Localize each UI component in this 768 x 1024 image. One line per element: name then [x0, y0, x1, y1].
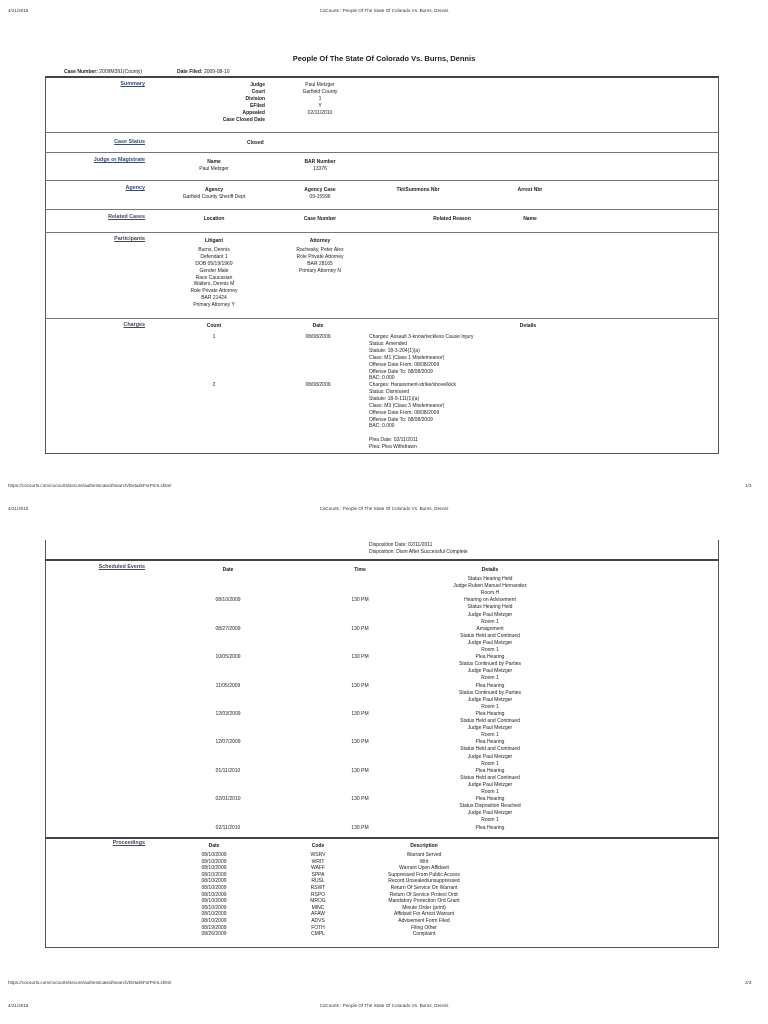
- proceeding-description: Return Of Service Protect Ordr: [389, 891, 459, 898]
- scheduled-event-detail: Room 1: [481, 703, 499, 710]
- proceeding-description: Minute Order (print): [402, 904, 446, 911]
- scheduled-event-detail: Plea Hearing: [475, 796, 505, 803]
- scheduled-event-detail: Plea Hearing: [475, 767, 505, 774]
- scheduled-event-detail: Hearing on Advisement: [464, 597, 516, 604]
- scheduled-event-detail: Room 1: [481, 732, 499, 739]
- section-participants: Participants: [114, 236, 145, 242]
- date-filed: Date Filed: 2009-08-10: [177, 69, 230, 75]
- charge-2-count: 2: [212, 382, 216, 388]
- scheduled-event-detail: Room 1: [481, 675, 499, 682]
- related-case-header: Case Number: [303, 216, 337, 222]
- proceeding-date: 08/10/2009: [201, 885, 227, 891]
- charge-1-details: Charges: Assault 3-know/reckless Cause Injury Status: Amended Statute: 18-3-204(1)(a) Class: M1 (Class 1 Misdemeanor) Offense Date From: 08/08/2009 Offense Date To: 08/08/2009 BAC: 0.000: [369, 334, 474, 382]
- proceeding-code: AFAW: [311, 911, 325, 918]
- judge-name-col: Name Paul Metzger: [199, 159, 229, 172]
- proceeding-description: Warrant Served: [406, 852, 442, 858]
- scheduled-event-time: 130 PM: [351, 682, 369, 689]
- scheduled-event-detail: Plea Hearing: [475, 710, 505, 717]
- scheduled-date-header: Date: [222, 567, 234, 573]
- attorney-col: Attorney Rachesky, Peter Alex Role Private Attorney BAR 28165 Primary Attorney N: [296, 238, 344, 274]
- scheduled-event-detail: Plea Hearing: [475, 739, 505, 746]
- scheduled-event-time: 130 PM: [351, 625, 369, 632]
- proceeding-description: Advisement Form Filed: [398, 918, 450, 924]
- scheduled-event-detail: Judge Paul Metzger: [467, 611, 513, 618]
- case-status-value: Closed: [247, 140, 264, 146]
- section-proceedings: Proceedings: [112, 840, 145, 846]
- proceeding-code: SPPA: [311, 871, 325, 878]
- scheduled-event-detail: Room 1: [481, 760, 499, 767]
- proceeding-code: RUSL: [311, 878, 325, 885]
- scheduled-event-detail: Room 1: [481, 618, 499, 625]
- proceeding-date: 08/10/2009: [201, 891, 227, 898]
- scheduled-event-detail: Room 1: [481, 817, 499, 824]
- proceeding-code: RSWT: [310, 885, 326, 891]
- proceeding-description: Complaint: [412, 931, 436, 938]
- scheduled-event-detail: Status Held and Continued: [460, 774, 520, 781]
- proceeding-date: 08/10/2009: [201, 898, 227, 905]
- proceeding-date: 08/10/2009: [201, 871, 227, 878]
- page3-header-title: CoCourts : People Of The State Of Colorado Vs. Burns, Dennis: [319, 1003, 449, 1008]
- proceeding-code: WSRV: [310, 852, 326, 858]
- scheduled-event-detail: Status Held and Continued: [460, 718, 520, 724]
- page2-footer-url: https://cocourts.com/cocourts/secure/authenticated/Search/DetailsForPrint.xhtml: [8, 980, 172, 985]
- scheduled-event-detail: Judge Paul Metzger: [467, 696, 513, 703]
- scheduled-event-detail: Room 1: [481, 789, 499, 795]
- summary-labels: Judge Court Division EFiled Appealed Case Closed Date: [222, 82, 265, 123]
- scheduled-event-date: 12/03/2009: [215, 710, 241, 717]
- proceedings-code-header: Code: [311, 843, 325, 849]
- proceeding-code: CMPL: [311, 931, 325, 938]
- page1-footer-url: https://cocourts.com/cocourts/secure/authenticated/Search/DetailsForPrint.xhtml: [8, 483, 172, 488]
- scheduled-event-time: 130 PM: [351, 796, 369, 803]
- page2-footer-number: 2/3: [745, 980, 752, 985]
- charges-details-header: Details: [519, 323, 537, 329]
- proceeding-date: 08/10/2009: [201, 878, 227, 885]
- proceeding-date: 08/10/2009: [201, 911, 227, 918]
- page1-footer-number: 1/3: [745, 483, 752, 488]
- scheduled-event-detail: Judge Paul Metzger: [467, 639, 513, 646]
- proceeding-description: Writ: [419, 858, 429, 865]
- scheduled-event-time: 130 PM: [351, 654, 369, 661]
- charge-2-date: 08/08/2009: [305, 382, 331, 388]
- litigant-col: Litigant Burns, Dennis Defendant 1 DOB 05/19/1969 Gender Male Race Caucasian Walters, Dennis M Role Private Attorney BAR 21424 Primary Attorney Y: [190, 238, 238, 309]
- section-related-cases: Related Cases: [108, 214, 145, 220]
- charge-1-count: 1: [212, 334, 216, 340]
- charge-2-details: Charges: Harassment-strike/shove/kick Status: Dismissed Statute: 18-9-111(1)(a) Class: M3 (Class 3 Misdemeanor) Offense Date From: 08/08/2009 Offense Date To: 08/08/2009 BAC: 0.000 Plea Date: 02/11/2011 Plea: Plea Withdrawn: [369, 382, 456, 451]
- scheduled-event-detail: Status Held and Continued: [460, 746, 520, 753]
- proceeding-description: Affidavit For Arrest Warrant: [393, 911, 455, 918]
- proceeding-date: 08/10/2009: [201, 918, 227, 924]
- scheduled-event-detail: Judge Paul Metzger: [467, 781, 513, 788]
- proceeding-date: 08/19/2009: [201, 924, 227, 931]
- page3-header-date: 4/21/2015: [8, 1003, 29, 1008]
- proceeding-code: FOTH: [311, 924, 325, 931]
- page1-header-title: CoCourts : People Of The State Of Colorado Vs. Burns, Dennis: [319, 8, 449, 13]
- scheduled-event-time: 130 PM: [351, 597, 369, 604]
- scheduled-event-time: 130 PM: [351, 824, 369, 831]
- proceeding-description: Return Of Service On Warrant: [390, 885, 458, 891]
- proceeding-code: MINC: [311, 904, 325, 911]
- scheduled-event-detail: Plea Hearing: [475, 824, 505, 831]
- page2-header-title: CoCourts : People Of The State Of Colorado Vs. Burns, Dennis: [319, 506, 449, 511]
- page2-header-date: 4/21/2015: [8, 506, 29, 511]
- proceeding-code: ADVS: [311, 918, 325, 924]
- scheduled-event-detail: Plea Hearing: [475, 682, 505, 689]
- page1-header-date: 4/21/2015: [8, 8, 29, 13]
- scheduled-event-detail: Status Continued by Parties: [459, 661, 521, 668]
- scheduled-event-date: 08/10/2009: [215, 597, 241, 604]
- proceeding-description: Mandatory Protection Ord Grant: [388, 898, 460, 905]
- document-title: People Of The State Of Colorado Vs. Burns, Dennis: [292, 54, 476, 63]
- summary-values: Paul Metzger Garfield County 1 Y 02/11/2010: [302, 82, 338, 116]
- proceeding-code: WRIT: [311, 858, 325, 865]
- scheduled-event-date: 08/27/2009: [215, 625, 241, 632]
- agency-col: Agency Garfield County Sheriff Dept: [182, 187, 246, 200]
- scheduled-event-date: 10/05/2009: [215, 654, 241, 661]
- scheduled-event-detail: Status Disposition Reached: [459, 803, 521, 810]
- scheduled-event-detail: Judge Paul Metzger: [467, 753, 513, 760]
- judge-bar-col: BAR Number 13376: [304, 159, 336, 172]
- proceeding-description: Record Unsealed/unsuppressed: [388, 878, 460, 885]
- scheduled-event-detail: Status Hearing Held: [467, 604, 513, 611]
- related-name-header: Name: [523, 216, 537, 222]
- section-case-status: Case Status: [114, 139, 145, 145]
- section-agency: Agency: [125, 185, 145, 191]
- proceeding-date: 08/10/2009: [201, 858, 227, 865]
- proceeding-code: MROG: [310, 898, 326, 905]
- proceeding-date: 08/10/2009: [201, 904, 227, 911]
- scheduled-event-detail: Room 1: [481, 647, 499, 653]
- section-judge: Judge or Magistrate: [93, 157, 145, 163]
- scheduled-event-date: 02/11/2010: [215, 824, 241, 831]
- proceedings-date-header: Date: [208, 843, 220, 849]
- scheduled-event-detail: Status Continued by Parties: [459, 689, 521, 696]
- scheduled-event-date: 11/05/2009: [215, 682, 241, 689]
- scheduled-event-time: 130 PM: [351, 710, 369, 717]
- scheduled-event-detail: Judge Paul Metzger: [467, 810, 513, 817]
- section-summary: Summary: [120, 81, 145, 87]
- proceeding-description: Suppressed From Public Access: [388, 871, 460, 878]
- section-scheduled-events: Scheduled Events: [98, 564, 145, 570]
- scheduled-event-detail: Judge Paul Metzger: [467, 668, 513, 675]
- proceeding-code: RSPO: [310, 891, 326, 898]
- section-charges: Charges: [123, 322, 145, 328]
- scheduled-event-detail: Judge Paul Metzger: [467, 725, 513, 732]
- charges-date-header: Date: [312, 323, 324, 329]
- related-location-header: Location: [203, 216, 225, 222]
- charge-1-date: 08/08/2009: [305, 334, 331, 340]
- scheduled-top-details: Status Hearing Held Judge Ruben Manuel Hernandez Room H: [453, 576, 527, 597]
- proceeding-date: 08/26/2009: [201, 931, 227, 938]
- proceeding-description: Filing Other: [411, 924, 437, 931]
- scheduled-event-detail: Status Held and Continued: [460, 632, 520, 639]
- case-number: Case Number: 2009M391(County): [64, 69, 143, 75]
- agency-case-col: Agency Case 09-15596: [304, 187, 336, 200]
- agency-tkt-header: Tkt/Summons Nbr: [396, 187, 440, 193]
- scheduled-event-detail: Plea Hearing: [475, 654, 505, 661]
- proceedings-description-header: Description: [410, 843, 438, 849]
- proceeding-date: 08/10/2009: [201, 865, 227, 872]
- scheduled-time-header: Time: [354, 567, 366, 573]
- agency-arrest-header: Arrest Nbr: [517, 187, 543, 193]
- scheduled-event-time: 130 PM: [351, 767, 369, 774]
- related-reason-header: Related Reason: [433, 216, 471, 222]
- proceeding-code: WAFF: [311, 865, 325, 872]
- scheduled-event-date: 12/07/2009: [215, 739, 241, 746]
- scheduled-event-time: 130 PM: [351, 739, 369, 746]
- scheduled-event-detail: Arraignment: [476, 625, 504, 632]
- charges-continued: Disposition Date: 02/11/2011 Disposition: Dism After Successful Complete: [369, 542, 468, 555]
- scheduled-details-header: Details: [481, 567, 499, 573]
- scheduled-event-date: 02/01/2010: [215, 796, 241, 803]
- proceeding-date: 08/10/2009: [201, 852, 227, 858]
- charges-count-header: Count: [206, 323, 222, 329]
- scheduled-event-date: 01/11/2010: [215, 767, 241, 774]
- proceeding-description: Warrant Upon Affidavit: [399, 865, 449, 872]
